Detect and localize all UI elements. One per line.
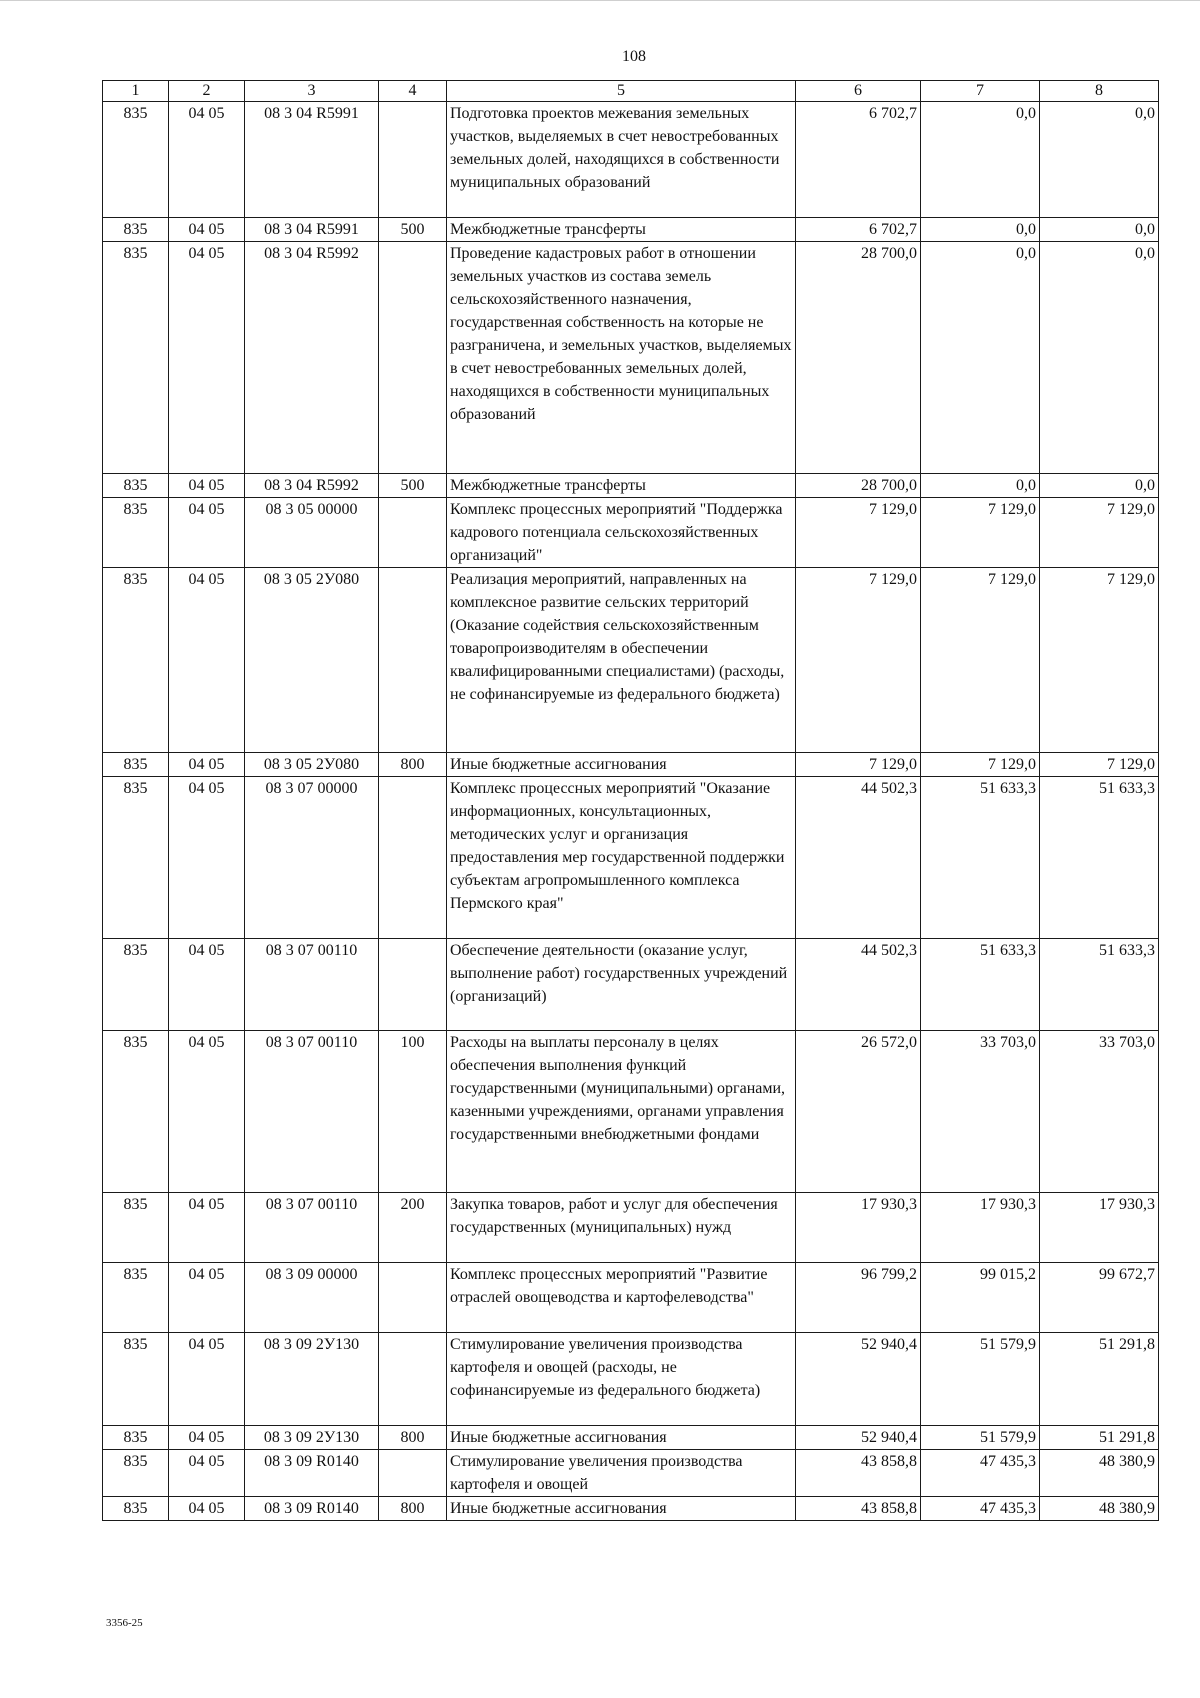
cell-target-code: 08 3 09 R0140 — [245, 1450, 379, 1497]
table-row — [103, 568, 1159, 753]
cell-section-code: 04 05 — [169, 498, 245, 568]
cell-amount-col6: 6 702,7 — [796, 218, 921, 242]
cell-section-code: 04 05 — [169, 1426, 245, 1450]
cell-amount-col8: 0,0 — [1040, 102, 1159, 218]
cell-section-code: 04 05 — [169, 1333, 245, 1426]
header-col-7: 7 — [921, 81, 1040, 102]
cell-expense-type — [379, 777, 447, 939]
cell-ministry-code: 835 — [103, 1193, 169, 1263]
cell-target-code: 08 3 04 R5991 — [245, 102, 379, 218]
cell-expense-type — [379, 102, 447, 218]
cell-amount-col8: 51 291,8 — [1040, 1426, 1159, 1450]
cell-amount-col7: 33 703,0 — [921, 1031, 1040, 1193]
cell-amount-col7: 99 015,2 — [921, 1263, 1040, 1333]
cell-section-code: 04 05 — [169, 242, 245, 474]
cell-amount-col8: 7 129,0 — [1040, 753, 1159, 777]
table-row — [103, 498, 1159, 568]
cell-target-code: 08 3 07 00000 — [245, 777, 379, 939]
cell-section-code: 04 05 — [169, 568, 245, 753]
cell-amount-col6: 43 858,8 — [796, 1450, 921, 1497]
cell-description: Комплекс процессных мероприятий "Развитие отраслей овощеводства и картофелеводства" — [447, 1263, 796, 1333]
cell-target-code: 08 3 04 R5992 — [245, 474, 379, 498]
cell-expense-type: 800 — [379, 753, 447, 777]
cell-section-code: 04 05 — [169, 474, 245, 498]
cell-amount-col7: 0,0 — [921, 242, 1040, 474]
cell-ministry-code: 835 — [103, 218, 169, 242]
cell-expense-type: 800 — [379, 1426, 447, 1450]
cell-ministry-code: 835 — [103, 753, 169, 777]
cell-amount-col6: 44 502,3 — [796, 939, 921, 1031]
header-col-2: 2 — [169, 81, 245, 102]
cell-section-code: 04 05 — [169, 1450, 245, 1497]
budget-table — [102, 80, 1159, 1521]
cell-expense-type: 200 — [379, 1193, 447, 1263]
cell-target-code: 08 3 04 R5991 — [245, 218, 379, 242]
cell-amount-col7: 7 129,0 — [921, 568, 1040, 753]
cell-description: Проведение кадастровых работ в отношении земельных участков из состава земель сельскохозяйственного назначения, государственная собственность на которые не разграничена, и земельных участков, выделяемых в счет невостребованных земельных долей, находящихся в собственности муниципальных образований — [447, 242, 796, 474]
cell-amount-col8: 7 129,0 — [1040, 498, 1159, 568]
cell-target-code: 08 3 09 2У130 — [245, 1426, 379, 1450]
cell-description: Комплекс процессных мероприятий "Оказание информационных, консультационных, методических услуг и организация предоставления мер государственной поддержки субъектам агропромышленного комплекса Пермского края" — [447, 777, 796, 939]
header-col-5: 5 — [447, 81, 796, 102]
cell-description: Межбюджетные трансферты — [447, 474, 796, 498]
cell-amount-col8: 7 129,0 — [1040, 568, 1159, 753]
cell-amount-col8: 51 633,3 — [1040, 777, 1159, 939]
header-col-3: 3 — [245, 81, 379, 102]
cell-amount-col6: 96 799,2 — [796, 1263, 921, 1333]
cell-expense-type — [379, 1263, 447, 1333]
cell-amount-col7: 7 129,0 — [921, 753, 1040, 777]
page-number: 108 — [622, 48, 646, 65]
cell-target-code: 08 3 07 00110 — [245, 939, 379, 1031]
document-footer-code: 3356-25 — [106, 1617, 143, 1629]
cell-amount-col8: 17 930,3 — [1040, 1193, 1159, 1263]
cell-description: Реализация мероприятий, направленных на комплексное развитие сельских территорий (Оказание содействия сельскохозяйственным товаропроизводителям в обеспечении квалифицированными специалистами) (расходы, не софинансируемые из федерального бюджета) — [447, 568, 796, 753]
cell-ministry-code: 835 — [103, 939, 169, 1031]
cell-amount-col6: 43 858,8 — [796, 1497, 921, 1521]
header-row — [103, 81, 1159, 102]
table-row — [103, 218, 1159, 242]
table-row — [103, 1426, 1159, 1450]
table-row — [103, 1263, 1159, 1333]
cell-ministry-code: 835 — [103, 1263, 169, 1333]
cell-target-code: 08 3 07 00110 — [245, 1031, 379, 1193]
cell-section-code: 04 05 — [169, 1031, 245, 1193]
cell-section-code: 04 05 — [169, 1263, 245, 1333]
cell-amount-col6: 7 129,0 — [796, 568, 921, 753]
cell-amount-col6: 44 502,3 — [796, 777, 921, 939]
cell-amount-col6: 28 700,0 — [796, 474, 921, 498]
cell-expense-type — [379, 939, 447, 1031]
cell-section-code: 04 05 — [169, 753, 245, 777]
cell-section-code: 04 05 — [169, 1193, 245, 1263]
scan-edge — [0, 0, 1200, 1]
cell-amount-col7: 51 633,3 — [921, 777, 1040, 939]
cell-amount-col8: 99 672,7 — [1040, 1263, 1159, 1333]
cell-description: Стимулирование увеличения производства картофеля и овощей — [447, 1450, 796, 1497]
cell-section-code: 04 05 — [169, 102, 245, 218]
cell-amount-col7: 7 129,0 — [921, 498, 1040, 568]
table-row — [103, 1193, 1159, 1263]
cell-description: Закупка товаров, работ и услуг для обеспечения государственных (муниципальных) нужд — [447, 1193, 796, 1263]
cell-ministry-code: 835 — [103, 498, 169, 568]
cell-amount-col7: 0,0 — [921, 218, 1040, 242]
cell-amount-col8: 33 703,0 — [1040, 1031, 1159, 1193]
cell-amount-col8: 48 380,9 — [1040, 1497, 1159, 1521]
cell-expense-type — [379, 242, 447, 474]
budget-table-container — [102, 80, 1158, 1521]
cell-ministry-code: 835 — [103, 568, 169, 753]
cell-ministry-code: 835 — [103, 777, 169, 939]
cell-section-code: 04 05 — [169, 939, 245, 1031]
cell-amount-col8: 48 380,9 — [1040, 1450, 1159, 1497]
cell-ministry-code: 835 — [103, 1450, 169, 1497]
header-col-4: 4 — [379, 81, 447, 102]
cell-amount-col7: 0,0 — [921, 474, 1040, 498]
cell-description: Стимулирование увеличения производства картофеля и овощей (расходы, не софинансируемые из федерального бюджета) — [447, 1333, 796, 1426]
cell-description: Иные бюджетные ассигнования — [447, 753, 796, 777]
cell-description: Комплекс процессных мероприятий "Поддержка кадрового потенциала сельскохозяйственных организаций" — [447, 498, 796, 568]
table-row — [103, 1333, 1159, 1426]
cell-expense-type: 500 — [379, 474, 447, 498]
cell-amount-col7: 51 579,9 — [921, 1426, 1040, 1450]
cell-expense-type: 800 — [379, 1497, 447, 1521]
cell-amount-col6: 17 930,3 — [796, 1193, 921, 1263]
cell-ministry-code: 835 — [103, 1426, 169, 1450]
cell-amount-col6: 6 702,7 — [796, 102, 921, 218]
table-row — [103, 102, 1159, 218]
cell-description: Расходы на выплаты персоналу в целях обеспечения выполнения функций государственными (муниципальными) органами, казенными учреждениями, органами управления государственными внебюджетными фондами — [447, 1031, 796, 1193]
cell-amount-col7: 51 633,3 — [921, 939, 1040, 1031]
header-col-1: 1 — [103, 81, 169, 102]
table-row — [103, 1497, 1159, 1521]
cell-amount-col7: 17 930,3 — [921, 1193, 1040, 1263]
cell-expense-type: 100 — [379, 1031, 447, 1193]
cell-ministry-code: 835 — [103, 242, 169, 474]
cell-amount-col6: 7 129,0 — [796, 753, 921, 777]
cell-expense-type — [379, 1450, 447, 1497]
cell-expense-type — [379, 498, 447, 568]
table-row — [103, 474, 1159, 498]
cell-section-code: 04 05 — [169, 218, 245, 242]
cell-amount-col6: 52 940,4 — [796, 1426, 921, 1450]
cell-target-code: 08 3 05 2У080 — [245, 753, 379, 777]
cell-amount-col7: 0,0 — [921, 102, 1040, 218]
cell-amount-col8: 0,0 — [1040, 242, 1159, 474]
cell-amount-col6: 28 700,0 — [796, 242, 921, 474]
cell-expense-type — [379, 568, 447, 753]
cell-target-code: 08 3 05 00000 — [245, 498, 379, 568]
cell-description: Иные бюджетные ассигнования — [447, 1497, 796, 1521]
cell-amount-col7: 47 435,3 — [921, 1497, 1040, 1521]
cell-ministry-code: 835 — [103, 102, 169, 218]
cell-amount-col8: 51 291,8 — [1040, 1333, 1159, 1426]
table-row — [103, 1450, 1159, 1497]
cell-expense-type — [379, 1333, 447, 1426]
cell-description: Иные бюджетные ассигнования — [447, 1426, 796, 1450]
header-col-6: 6 — [796, 81, 921, 102]
table-row — [103, 753, 1159, 777]
table-row — [103, 939, 1159, 1031]
table-row — [103, 777, 1159, 939]
cell-amount-col6: 26 572,0 — [796, 1031, 921, 1193]
cell-target-code: 08 3 09 00000 — [245, 1263, 379, 1333]
cell-target-code: 08 3 07 00110 — [245, 1193, 379, 1263]
cell-ministry-code: 835 — [103, 1031, 169, 1193]
table-row — [103, 1031, 1159, 1193]
cell-amount-col6: 52 940,4 — [796, 1333, 921, 1426]
cell-amount-col6: 7 129,0 — [796, 498, 921, 568]
cell-description: Обеспечение деятельности (оказание услуг, выполнение работ) государственных учреждений (организаций) — [447, 939, 796, 1031]
cell-description: Подготовка проектов межевания земельных участков, выделяемых в счет невостребованных земельных долей, находящихся в собственности муниципальных образований — [447, 102, 796, 218]
cell-amount-col8: 0,0 — [1040, 218, 1159, 242]
cell-ministry-code: 835 — [103, 1333, 169, 1426]
cell-ministry-code: 835 — [103, 474, 169, 498]
cell-amount-col8: 51 633,3 — [1040, 939, 1159, 1031]
cell-amount-col7: 51 579,9 — [921, 1333, 1040, 1426]
cell-target-code: 08 3 04 R5992 — [245, 242, 379, 474]
cell-description: Межбюджетные трансферты — [447, 218, 796, 242]
cell-section-code: 04 05 — [169, 1497, 245, 1521]
cell-target-code: 08 3 09 R0140 — [245, 1497, 379, 1521]
cell-target-code: 08 3 09 2У130 — [245, 1333, 379, 1426]
cell-section-code: 04 05 — [169, 777, 245, 939]
table-row — [103, 242, 1159, 474]
cell-ministry-code: 835 — [103, 1497, 169, 1521]
cell-amount-col8: 0,0 — [1040, 474, 1159, 498]
cell-expense-type: 500 — [379, 218, 447, 242]
header-col-8: 8 — [1040, 81, 1159, 102]
cell-target-code: 08 3 05 2У080 — [245, 568, 379, 753]
cell-amount-col7: 47 435,3 — [921, 1450, 1040, 1497]
